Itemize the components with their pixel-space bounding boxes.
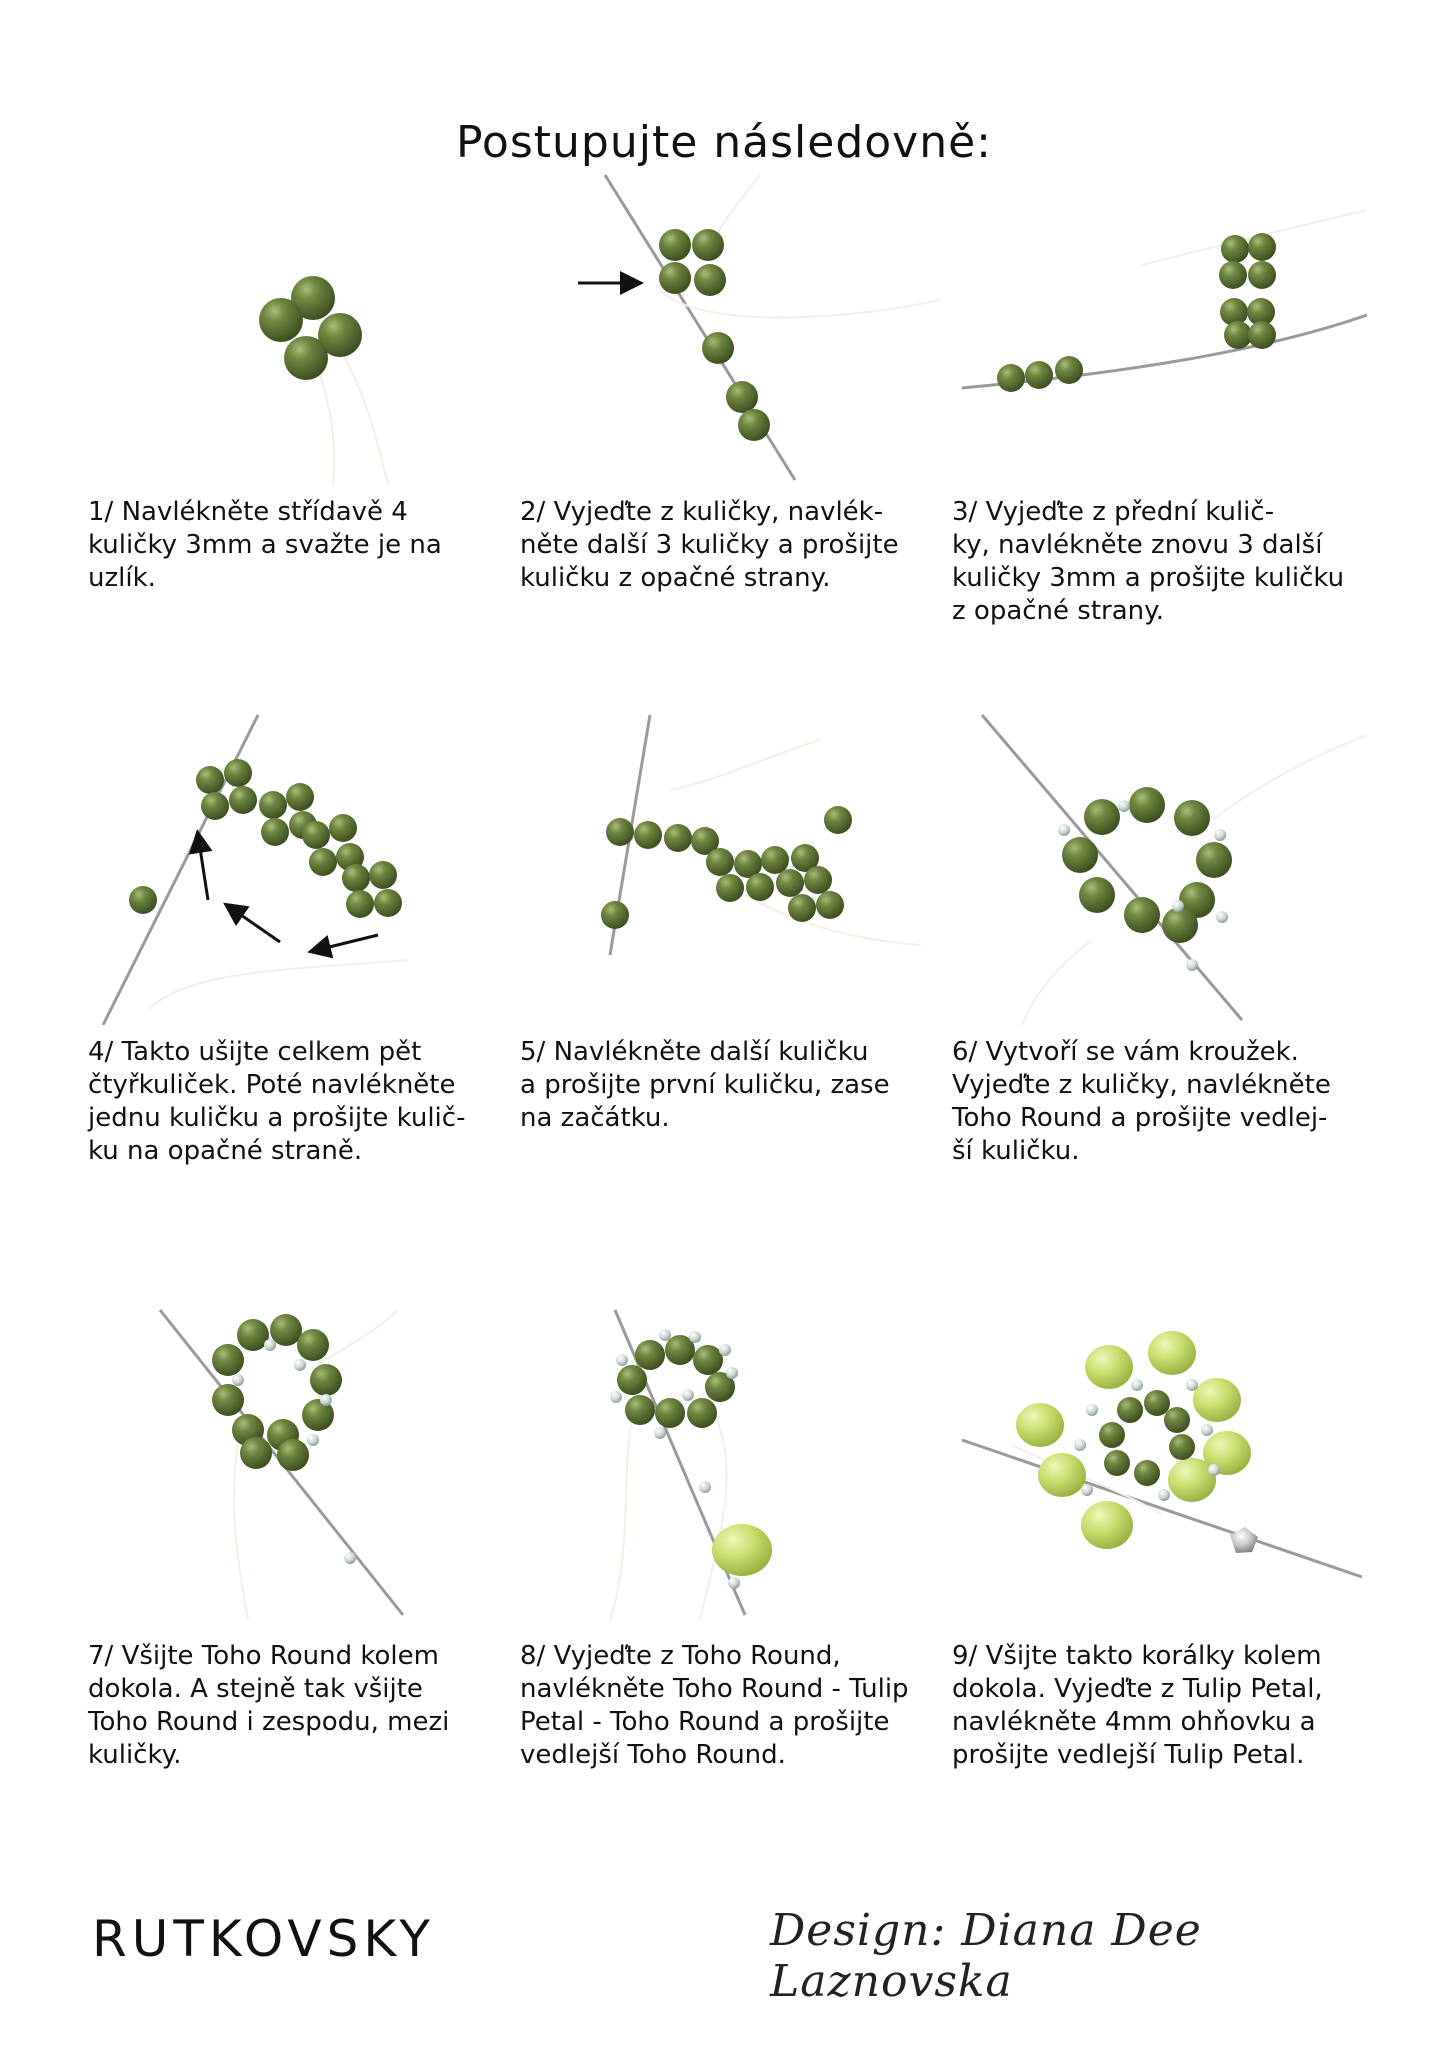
step-9-photo (952, 1305, 1372, 1620)
step-6-photo (952, 710, 1372, 1025)
step-5-photo (520, 710, 940, 1025)
step-5-caption: 5/ Navlékněte další kuličku a prošijte první kuličku, zase na začátku. (520, 1037, 890, 1133)
step-2-caption: 2/ Vyjeďte z kuličky, navlék- něte další 3 kuličky a prošijte kuličku z opačné strany. (520, 497, 899, 593)
brand-logo: RUTKOVSKY (92, 1910, 435, 1968)
page-title: Postupujte následovně: (455, 117, 993, 169)
step-9-caption: 9/ Všijte takto korálky kolem dokola. Vyjeďte z Tulip Petal, navlékněte 4mm ohňovku a prošijte vedlejší Tulip Petal. (952, 1641, 1323, 1770)
step-1-caption: 1/ Navlékněte střídavě 4 kuličky 3mm a svažte je na uzlík. (88, 497, 442, 593)
designer-signature: Design: Diana Dee Laznovska (770, 1905, 1202, 2007)
step-6-caption: 6/ Vytvoří se vám kroužek. Vyjeďte z kuličky, navlékněte Toho Round a prošijte vedlej- ší kuličku. (952, 1037, 1331, 1166)
step-4-caption: 4/ Takto ušijte celkem pět čtyřkuliček. Poté navlékněte jednu kuličku a prošijte kulič- ku na opačné straně. (88, 1037, 466, 1166)
step-8-caption: 8/ Vyjeďte z Toho Round, navlékněte Toho Round - Tulip Petal - Toho Round a prošijte vedlejší Toho Round. (520, 1641, 909, 1770)
step-3-photo (952, 170, 1372, 485)
step-7-photo (88, 1305, 508, 1620)
step-1-photo (88, 170, 508, 485)
step-8-photo (520, 1305, 940, 1620)
step-2-photo (520, 170, 940, 485)
step-3-caption: 3/ Vyjeďte z přední kulič- ky, navlékněte znovu 3 další kuličky 3mm a prošijte kuličku z opačné strany. (952, 497, 1345, 626)
step-7-caption: 7/ Všijte Toho Round kolem dokola. A stejně tak všijte Toho Round i zespodu, mezi kuličky. (88, 1641, 450, 1770)
step-4-photo (88, 710, 508, 1025)
